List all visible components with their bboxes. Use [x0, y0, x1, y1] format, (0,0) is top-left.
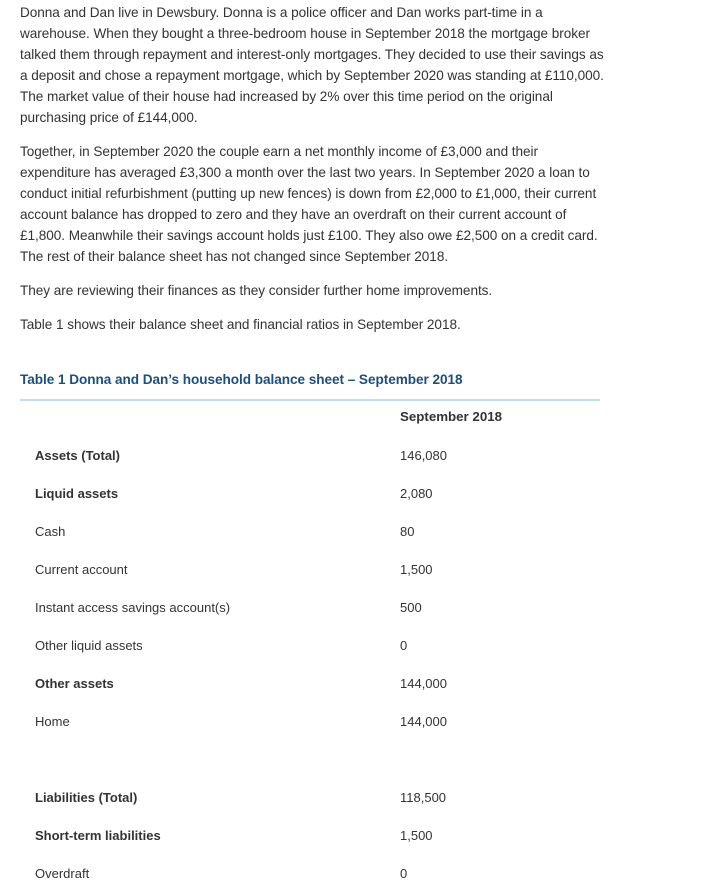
table-row: [20, 629, 600, 667]
row-label: Liquid assets: [35, 486, 119, 501]
row-label: Other assets: [35, 676, 114, 691]
table-row: [20, 591, 600, 629]
row-value: 118,500: [400, 790, 447, 805]
row-label: Cash: [35, 524, 66, 539]
row-value: 80: [400, 524, 415, 539]
row-value: 1,500: [400, 562, 433, 577]
row-label: Assets (Total): [35, 448, 120, 463]
table-row: [20, 781, 600, 819]
row-value: 146,080: [400, 448, 447, 463]
table-caption: Table 1 Donna and Dan’s household balance sheet – September 2018: [20, 372, 463, 387]
row-label: Instant access savings account(s): [35, 600, 231, 615]
row-value: 2,080: [400, 486, 433, 501]
table-row: [20, 705, 600, 743]
table-row: [20, 857, 600, 895]
table-row: [20, 439, 600, 477]
table-row: [20, 667, 600, 705]
article-content: [20, 2, 610, 895]
row-label: Current account: [35, 562, 128, 577]
row-label: Overdraft: [35, 866, 90, 881]
row-value: 500: [400, 600, 422, 615]
row-label: Home: [35, 714, 70, 729]
row-value: 144,000: [400, 676, 447, 691]
table-row: [20, 819, 600, 857]
row-value: 0: [400, 866, 408, 881]
row-value: 1,500: [400, 828, 433, 843]
table-spacer-row: [20, 743, 600, 781]
row-value: 144,000: [400, 714, 447, 729]
table-header-row: [20, 401, 600, 439]
paragraph-review: They are reviewing their finances as they consider further home improvements.: [20, 283, 493, 298]
table-row: [20, 477, 600, 515]
row-label: Short-term liabilities: [35, 828, 161, 843]
row-value: 0: [400, 638, 408, 653]
table-row: [20, 553, 600, 591]
paragraph-2020-situation: Together, in September 2020 the couple earn a net monthly income of £3,000 and their expenditure has averaged £3,300 a month over the last two years. In September 2020 a loan to conduct initial refurbishment (putting up new fences) is down from £2,000 to £1,000, their current account balance has dropped to zero and they have an overdraft on their current account of £1,800. Meanwhile their savings account holds just £100. They also owe £2,500 on a credit card. The rest of their balance sheet has not changed since September 2018.: [20, 144, 598, 264]
column-header-september-2018: September 2018: [400, 409, 502, 424]
balance-sheet-table: [20, 401, 600, 895]
row-label: Liabilities (Total): [35, 790, 138, 805]
paragraph-intro: Donna and Dan live in Dewsbury. Donna is a police officer and Dan works part-time in a warehouse. When they bought a three-bedroom house in September 2018 the mortgage broker talked them through repayment and interest-only mortgages. They decided to use their savings as a deposit and chose a repayment mortgage, which by September 2020 was standing at £110,000. The market value of their house had increased by 2% over this time period on the original purchasing price of £144,000.: [20, 5, 604, 125]
paragraph-table-intro: Table 1 shows their balance sheet and financial ratios in September 2018.: [20, 317, 461, 332]
table-row: [20, 515, 600, 553]
row-label: Other liquid assets: [35, 638, 143, 653]
